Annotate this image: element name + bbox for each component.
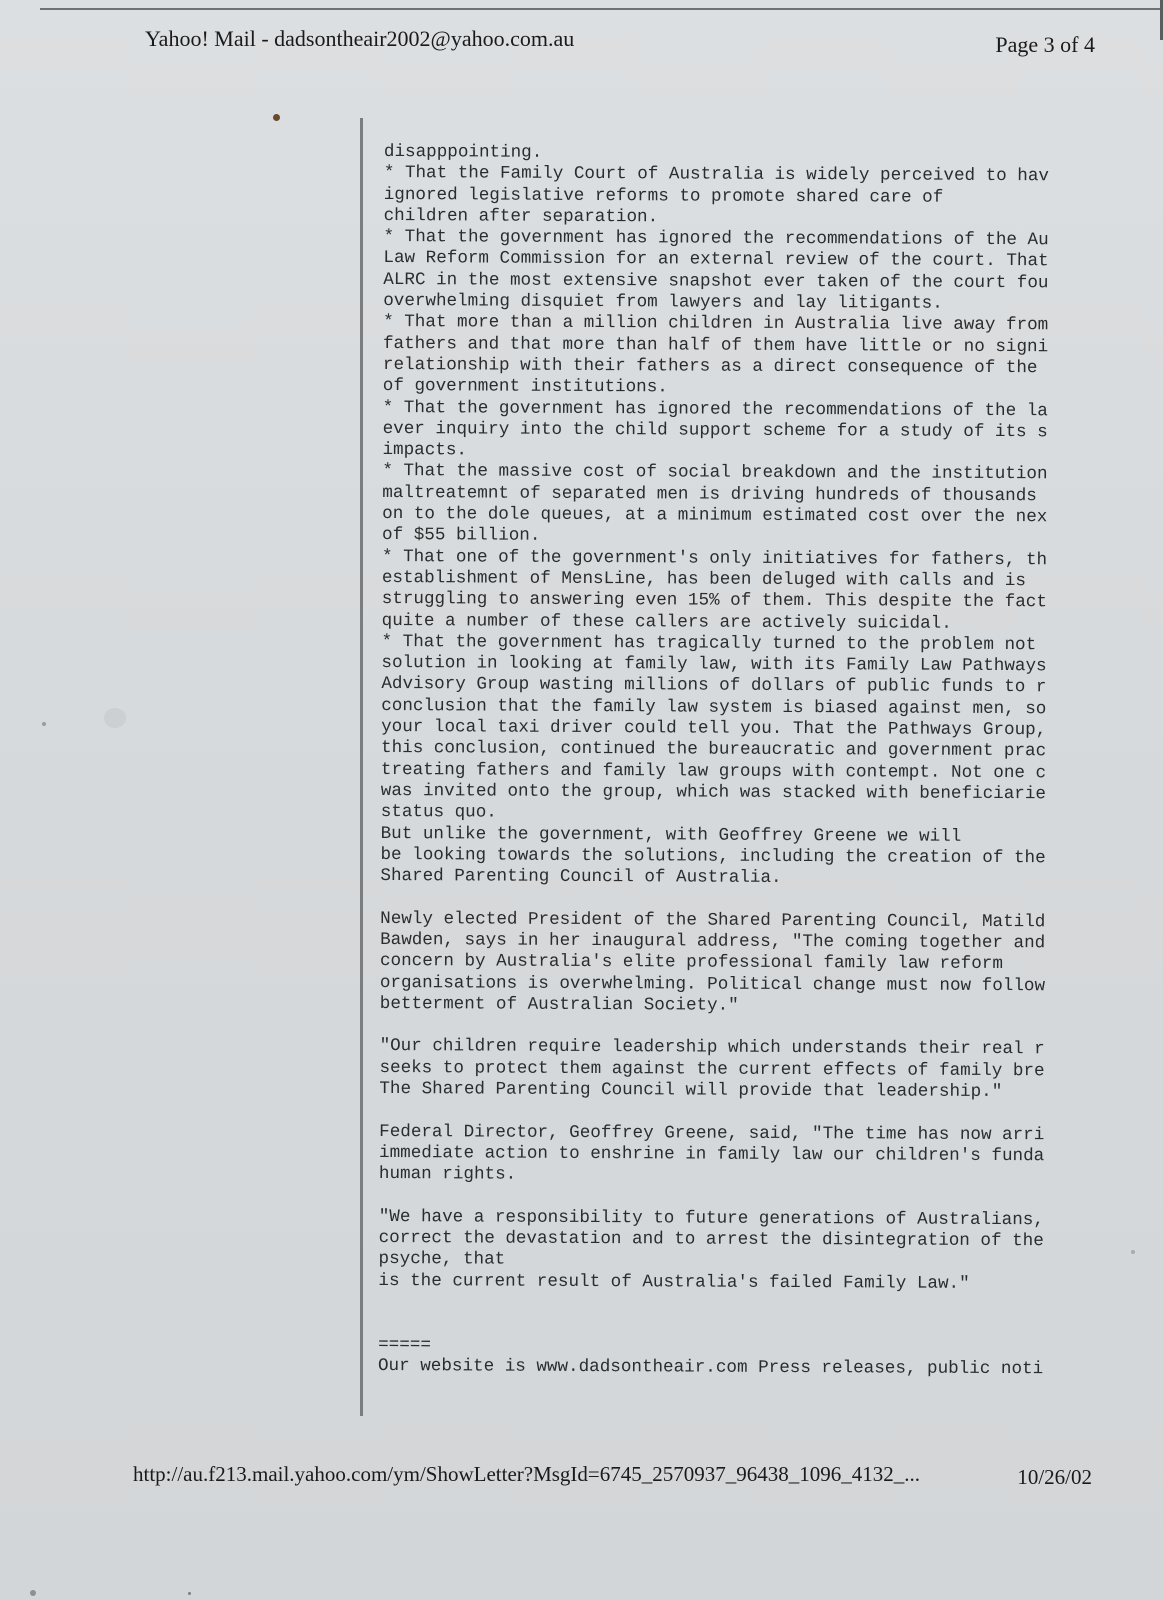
- body-line: * That the Family Court of Australia is widely perceived to hav: [383, 163, 1050, 187]
- body-line: =====: [378, 1334, 431, 1355]
- body-line: solution in looking at family law, with its Family Law Pathways: [381, 653, 1047, 677]
- body-line: * That the government has ignored the recommendations of the Au: [383, 227, 1049, 251]
- body-line: betterment of Australian Society.": [379, 993, 739, 1016]
- body-line: The Shared Parenting Council will provide that leadership.": [379, 1079, 1003, 1103]
- body-line: be looking towards the solutions, including the creation of the: [380, 844, 1046, 869]
- body-line: disapppointing.: [383, 142, 543, 163]
- footer-date: 10/26/02: [1017, 1465, 1092, 1489]
- body-line: correct the devastation and to arrest the disintegration of the: [378, 1228, 1044, 1252]
- body-line: relationship with their fathers as a direct consequence of the: [382, 354, 1038, 379]
- scan-speck: [273, 114, 280, 121]
- body-line: was invited onto the group, which was stacked with beneficiarie: [380, 780, 1047, 805]
- body-line: quite a number of these callers are actively suicidal.: [381, 610, 952, 634]
- scan-speck: [1131, 1250, 1135, 1254]
- body-line: "Our children require leadership which understands their real r: [379, 1036, 1045, 1060]
- body-line: Advisory Group wasting millions of dollars of public funds to r: [381, 674, 1047, 698]
- body-line: organisations is overwhelming. Political change must now follow: [379, 972, 1046, 996]
- body-line: on to the dole queues, at a minimum estimated cost over the nex: [382, 504, 1048, 528]
- body-line: "We have a responsibility to future generations of Australians,: [378, 1206, 1044, 1231]
- body-line: your local taxi driver could tell you. That the Pathways Group,: [381, 717, 1047, 741]
- body-line: concern by Australia's elite professional family law reform: [379, 951, 1003, 975]
- page-number: Page 3 of 4: [995, 32, 1095, 57]
- body-line: maltreatemnt of separated men is driving hundreds of thousands: [382, 482, 1037, 506]
- body-line: ALRC in the most extensive snapshot ever taken of the court fou: [383, 269, 1049, 294]
- body-line: fathers and that more than half of them have little or no signi: [382, 333, 1049, 357]
- body-line: * That the government has ignored the recommendations of the la: [382, 397, 1048, 421]
- body-line: is the current result of Australia's failed Family Law.": [378, 1270, 970, 1294]
- email-body: [378, 142, 1099, 1415]
- scan-speck: [30, 1590, 36, 1596]
- body-line: seeks to protect them against the current effects of family bre: [379, 1057, 1045, 1082]
- scan-speck: [42, 722, 46, 726]
- body-line: overwhelming disquiet from lawyers and lay litigants.: [383, 291, 943, 314]
- body-line: * That the government has tragically turned to the problem not: [381, 631, 1037, 656]
- body-line: human rights.: [378, 1164, 517, 1185]
- body-line: * That more than a million children in Australia live away from: [383, 312, 1049, 336]
- body-line: immediate action to enshrine in family law our children's funda: [379, 1142, 1045, 1167]
- body-line: this conclusion, continued the bureaucratic and government prac: [380, 738, 1047, 762]
- body-line: Shared Parenting Council of Australia.: [380, 866, 782, 889]
- body-line: status quo.: [380, 802, 497, 823]
- scan-speck: [188, 1592, 191, 1595]
- body-line: impacts.: [382, 440, 468, 461]
- body-line: of government institutions.: [382, 376, 668, 398]
- body-line: Bawden, says in her inaugural address, "The coming together and: [380, 929, 1046, 954]
- body-line: Law Reform Commission for an external review of the court. That: [383, 248, 1049, 272]
- scan-speck: [104, 708, 126, 728]
- body-line: Federal Director, Geoffrey Greene, said, "The time has now arri: [379, 1121, 1045, 1145]
- body-line: * That the massive cost of social breakdown and the institution: [382, 461, 1048, 485]
- footer-url: http://au.f213.mail.yahoo.com/ym/ShowLetter?MsgId=6745_2570937_96438_1096_4132_...: [133, 1462, 921, 1486]
- body-line: ever inquiry into the child support scheme for a study of its s: [382, 418, 1048, 443]
- body-line: * That one of the government's only initiatives for fathers, th: [381, 546, 1048, 570]
- body-line: psyche, that: [378, 1249, 506, 1271]
- body-line: children after separation.: [383, 205, 659, 228]
- body-line: of $55 billion.: [382, 525, 541, 547]
- quote-bar: [360, 118, 363, 1416]
- body-line: Newly elected President of the Shared Parenting Council, Matild: [380, 908, 1046, 932]
- body-line: establishment of MensLine, has been deluged with calls and is: [381, 567, 1026, 592]
- body-line: ignored legislative reforms to promote shared care of: [383, 184, 944, 208]
- body-line: treating fathers and family law groups with contempt. Not one c: [380, 759, 1047, 783]
- page-header-title: Yahoo! Mail - dadsontheair2002@yahoo.com.au: [145, 26, 575, 51]
- body-line: struggling to answering even 15% of them. This despite the fact: [381, 589, 1047, 613]
- body-line: Our website is www.dadsontheair.com Press releases, public noti: [377, 1355, 1044, 1380]
- body-line: conclusion that the family law system is biased against men, so: [381, 695, 1047, 719]
- body-line: But unlike the government, with Geoffrey Greene we will: [380, 823, 962, 847]
- top-rule: [40, 8, 1163, 10]
